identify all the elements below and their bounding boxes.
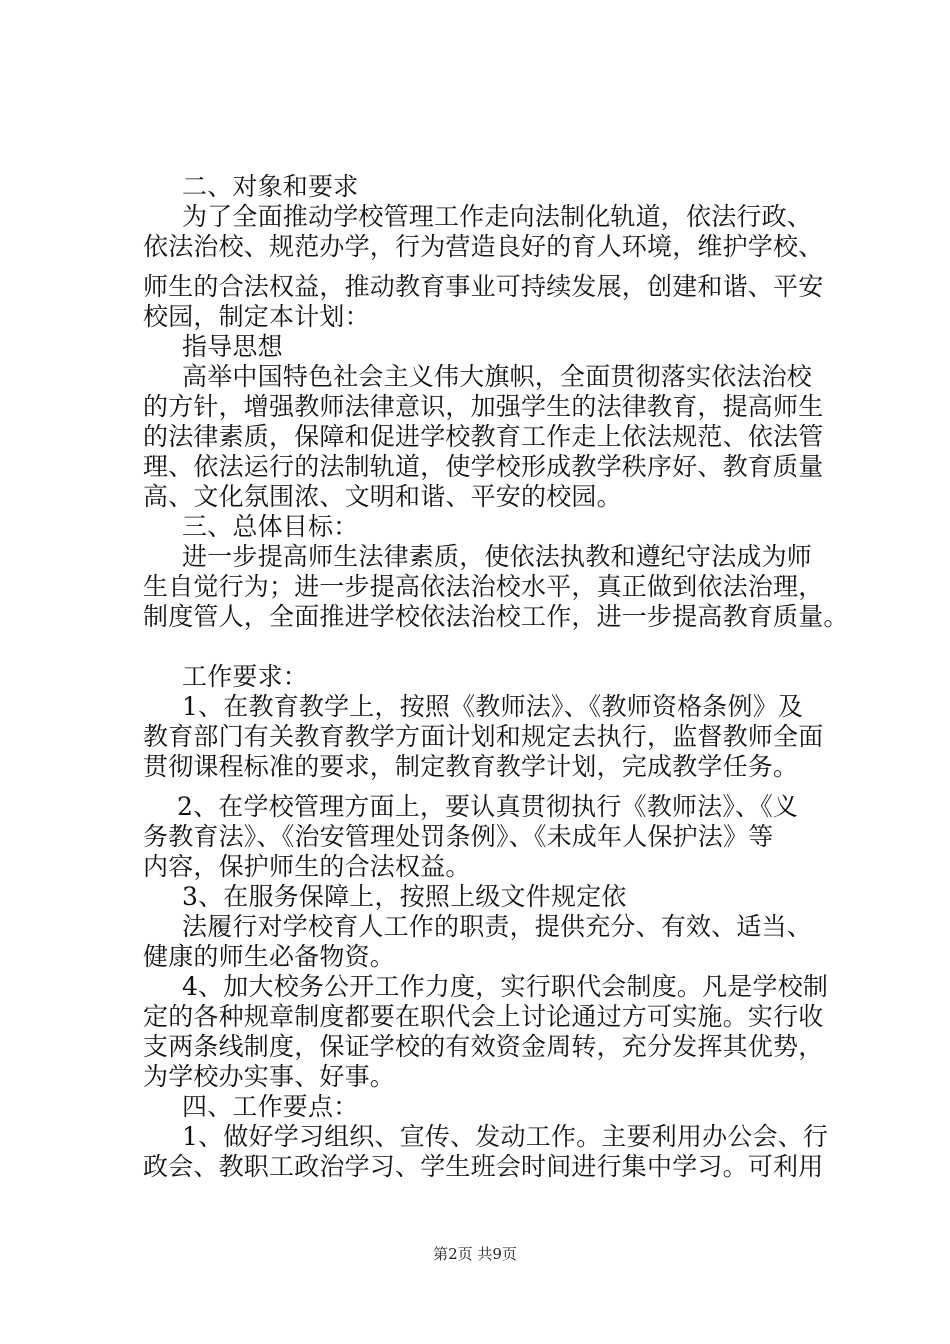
paragraph-line: 校园，制定本计划： — [143, 302, 370, 331]
paragraph-line: 为了全面推动学校管理工作走向法制化轨道，依法行政、 — [182, 202, 813, 231]
page-number-footer: 第2页 共9页 — [433, 1245, 517, 1263]
paragraph-line: 务教育法》、《治安管理处罚条例》、《未成年人保护法》等 — [143, 822, 774, 851]
paragraph-line: 2、在学校管理方面上，要认真贯彻执行《教师法》、《义 — [177, 792, 799, 821]
paragraph-line: 的法律素质，保障和促进学校教育工作走上依法规范、依法管 — [143, 422, 824, 451]
paragraph-line: 的方针，增强教师法律意识，加强学生的法律教育，提高师生 — [143, 392, 824, 421]
paragraph-line: 教育部门有关教育教学方面计划和规定去执行，监督教师全面 — [143, 722, 824, 751]
paragraph-line: 1、在教育教学上，按照《教师法》、《教师资格条例》及 — [182, 692, 804, 721]
section-heading: 二、对象和要求 — [182, 172, 359, 201]
paragraph-line: 内容，保护师生的合法权益。 — [143, 852, 471, 881]
paragraph-line: 4、加大校务公开工作力度，实行职代会制度。凡是学校制 — [182, 972, 829, 1001]
paragraph-line: 高举中国特色社会主义伟大旗帜，全面贯彻落实依法治校 — [182, 362, 813, 391]
paragraph-line: 定的各种规章制度都要在职代会上讨论通过方可实施。实行收 — [143, 1002, 824, 1031]
paragraph-line: 3、在服务保障上，按照上级文件规定依 — [182, 882, 627, 911]
paragraph-line: 进一步提高师生法律素质，使依法执教和遵纪守法成为师 — [182, 542, 813, 571]
paragraph-line: 为学校办实事、好事。 — [143, 1062, 396, 1091]
paragraph-line: 生自觉行为；进一步提高依法治校水平，真正做到依法治理， — [143, 572, 824, 601]
paragraph-line: 支两条线制度，保证学校的有效资金周转，充分发挥其优势， — [143, 1032, 824, 1061]
section-heading: 四、工作要点： — [182, 1092, 359, 1121]
paragraph-line: 依法治校、规范办学，行为营造良好的育人环境，维护学校、 — [143, 232, 824, 261]
paragraph-line: 法履行对学校育人工作的职责，提供充分、有效、适当、 — [182, 912, 813, 941]
paragraph-line: 1、做好学习组织、宣传、发动工作。主要利用办公会、行 — [182, 1122, 829, 1151]
paragraph-line: 师生的合法权益，推动教育事业可持续发展，创建和谐、平安 — [143, 272, 824, 301]
paragraph-line: 政会、教职工政治学习、学生班会时间进行集中学习。可利用 — [143, 1152, 824, 1181]
paragraph-line: 理、依法运行的法制轨道，使学校形成教学秩序好、教育质量 — [143, 452, 824, 481]
section-heading: 三、总体目标： — [182, 512, 359, 541]
section-heading: 工作要求： — [182, 662, 309, 691]
section-heading: 指导思想 — [182, 332, 283, 361]
paragraph-line: 制度管人，全面推进学校依法治校工作，进一步提高教育质量。 — [143, 602, 849, 631]
paragraph-line: 高、文化氛围浓、文明和谐、平安的校园。 — [143, 482, 622, 511]
paragraph-line: 贯彻课程标准的要求，制定教育教学计划，完成教学任务。 — [143, 752, 799, 781]
paragraph-line: 健康的师生必备物资。 — [143, 942, 396, 971]
